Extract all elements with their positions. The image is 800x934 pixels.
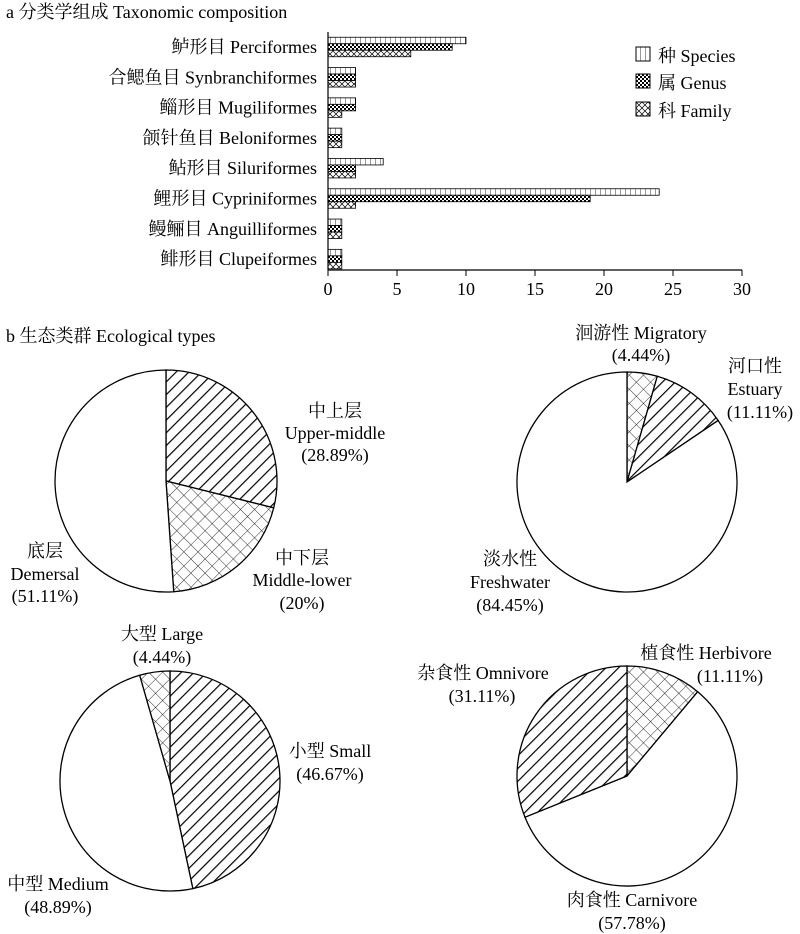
x-tick-label-20: 20 bbox=[595, 279, 613, 299]
legend bbox=[636, 46, 735, 121]
pie-body-size-slices bbox=[60, 671, 280, 891]
bar-category-labels bbox=[109, 37, 317, 269]
label-freshwater-cn: 淡水性 bbox=[483, 549, 537, 569]
x-tick-label-0: 0 bbox=[323, 279, 333, 299]
label-middle-lower-cn: 中下层 bbox=[275, 548, 329, 568]
panel-a bbox=[6, 2, 751, 299]
label-migratory: 洄游性 Migratory bbox=[575, 323, 707, 343]
legend-item-species bbox=[636, 46, 735, 66]
label-upper-middle-cn: 中上层 bbox=[308, 401, 362, 421]
bar-species-cypriniformes bbox=[328, 189, 659, 196]
category-label-synbranchiformes: 合鳃鱼目 Synbranchiformes bbox=[108, 67, 317, 88]
x-tick-labels bbox=[324, 270, 752, 299]
label-small-value: (46.67%) bbox=[296, 764, 364, 784]
x-axis bbox=[328, 32, 742, 270]
bar-genus-perciformes bbox=[328, 44, 452, 51]
legend-label-genus: 属 Genus bbox=[658, 73, 727, 93]
bar-genus-mugiliformes bbox=[328, 104, 356, 111]
bar-family-synbranchiformes bbox=[328, 81, 356, 88]
label-herbivore-value: (11.11%) bbox=[696, 666, 764, 686]
label-demersal-en: Demersal bbox=[10, 564, 80, 584]
category-label-mugiliformes: 鲻形目 Mugiliformes bbox=[159, 97, 317, 118]
legend-item-genus bbox=[636, 73, 727, 93]
x-tick-label-10: 10 bbox=[457, 279, 475, 299]
label-estuary-value: (11.11%) bbox=[726, 402, 794, 422]
bar-species-perciformes bbox=[328, 37, 466, 44]
bar-genus-anguilliformes bbox=[328, 226, 342, 233]
category-label-perciformes: 鲈形目 Perciformes bbox=[171, 37, 317, 57]
label-herbivore: 植食性 Herbivore bbox=[640, 643, 772, 663]
bar-genus-siluriformes bbox=[328, 165, 356, 172]
bar-family-cypriniformes bbox=[328, 202, 356, 209]
label-medium-value: (48.89%) bbox=[24, 897, 92, 917]
category-label-beloniformes: 颌针鱼目 Beloniformes bbox=[142, 127, 317, 148]
pie-feeding-slices bbox=[517, 666, 737, 886]
bar-species-synbranchiformes bbox=[328, 68, 356, 75]
category-label-siluriformes: 鲇形目 Siluriformes bbox=[168, 158, 317, 179]
bar-species-anguilliformes bbox=[328, 219, 342, 226]
label-medium: 中型 Medium bbox=[7, 874, 109, 894]
category-label-anguilliformes: 鳗鲡目 Anguilliformes bbox=[148, 218, 317, 239]
x-tick-label-25: 25 bbox=[664, 279, 682, 299]
label-small: 小型 Small bbox=[288, 741, 372, 761]
pie-migration-slices bbox=[517, 372, 737, 592]
bar-family-beloniformes bbox=[328, 141, 342, 148]
x-tick-label-30: 30 bbox=[733, 279, 751, 299]
label-estuary-cn: 河口性 bbox=[728, 356, 782, 376]
bar-family-anguilliformes bbox=[328, 232, 342, 239]
bar-species-beloniformes bbox=[328, 128, 342, 135]
legend-swatch-genus bbox=[636, 74, 650, 88]
label-migratory-value: (4.44%) bbox=[611, 345, 671, 365]
bar-species-mugiliformes bbox=[328, 98, 356, 105]
pie-slice-demersal bbox=[55, 370, 174, 592]
legend-label-family: 科 Family bbox=[658, 101, 732, 121]
label-demersal-value: (51.11%) bbox=[11, 586, 79, 606]
legend-label-species: 种 Species bbox=[658, 46, 736, 66]
bar-family-siluriformes bbox=[328, 171, 356, 178]
legend-swatch-family bbox=[636, 102, 650, 116]
label-upper-middle-value: (28.89%) bbox=[301, 445, 369, 465]
legend-swatch-species bbox=[636, 47, 650, 61]
bar-family-clupeiformes bbox=[328, 262, 342, 269]
bar-family-perciformes bbox=[328, 50, 411, 57]
pie-vertical-layer bbox=[11, 370, 386, 614]
bar-genus-clupeiformes bbox=[328, 256, 342, 263]
label-demersal-cn: 底层 bbox=[27, 541, 63, 561]
label-middle-lower-en: Middle-lower bbox=[252, 570, 352, 590]
bar-species-clupeiformes bbox=[328, 249, 342, 256]
pie-migration bbox=[470, 323, 793, 616]
bar-genus-beloniformes bbox=[328, 135, 342, 142]
label-omnivore: 杂食性 Omnivore bbox=[417, 663, 549, 683]
label-carnivore-value: (57.78%) bbox=[598, 913, 666, 933]
bar-species-siluriformes bbox=[328, 158, 383, 165]
label-upper-middle-en: Upper-middle bbox=[284, 423, 386, 443]
label-large: 大型 Large bbox=[120, 624, 204, 644]
bar-genus-synbranchiformes bbox=[328, 74, 356, 81]
pie-body-size bbox=[7, 624, 371, 918]
panel-b-title: b 生态类群 Ecological types bbox=[6, 326, 216, 346]
category-label-clupeiformes: 鲱形目 Clupeiformes bbox=[160, 249, 317, 270]
x-tick-label-5: 5 bbox=[392, 279, 402, 299]
label-freshwater-value: (84.45%) bbox=[476, 595, 544, 615]
bar-series bbox=[328, 37, 659, 269]
bar-genus-cypriniformes bbox=[328, 195, 590, 202]
label-omnivore-value: (31.11%) bbox=[448, 686, 516, 706]
pie-vertical-layer-slices bbox=[55, 370, 277, 592]
label-freshwater-en: Freshwater bbox=[470, 572, 550, 592]
label-middle-lower-value: (20%) bbox=[279, 593, 325, 613]
category-label-cypriniformes: 鲤形目 Cypriniformes bbox=[153, 188, 317, 209]
legend-item-family bbox=[636, 101, 732, 121]
x-tick-label-15: 15 bbox=[526, 279, 544, 299]
label-estuary-en: Estuary bbox=[727, 379, 783, 399]
pie-feeding bbox=[417, 643, 771, 934]
label-carnivore: 肉食性 Carnivore bbox=[566, 890, 698, 910]
panel-a-title: a 分类学组成 Taxonomic composition bbox=[6, 2, 288, 22]
label-large-value: (4.44%) bbox=[132, 647, 192, 667]
bar-family-mugiliformes bbox=[328, 111, 342, 118]
